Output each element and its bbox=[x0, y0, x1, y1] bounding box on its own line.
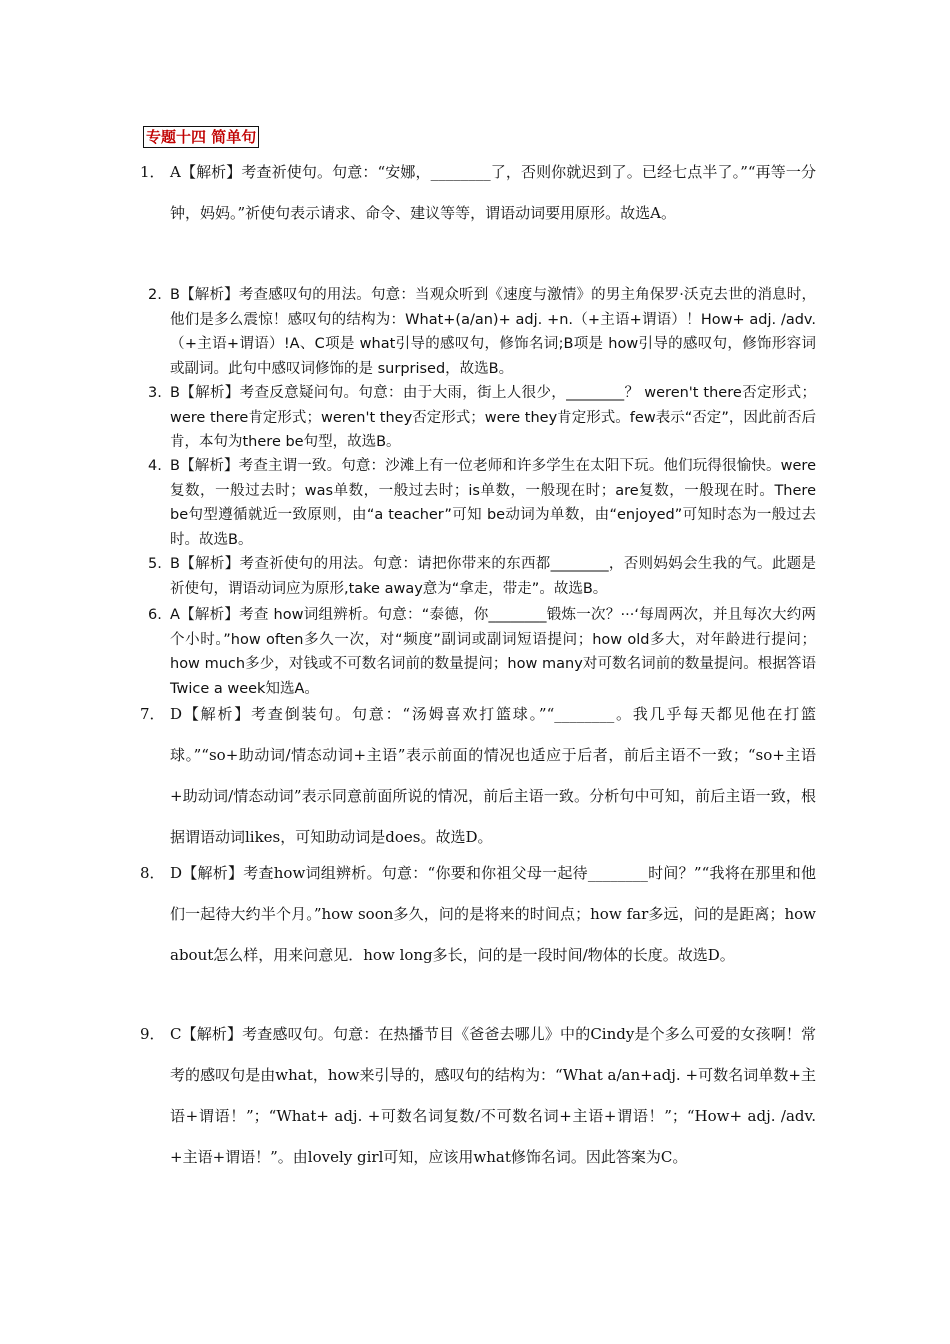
section-title: 专题十四 简单句 bbox=[143, 126, 259, 148]
item-text: D【解析】考查倒装句。句意：“汤姆喜欢打篮球。”“________。我几乎每天都见他在打篮球。”“so+助动词/情态动词+主语”表示前面的情况也适应于后者，前后主语不一致；“so+主语+助动词/情态动词”表示同意前面所说的情况，前后主语一致。分析句中可知，前后主语一致，根据谓语动词likes，可知助动词是does。故选D。 bbox=[170, 705, 816, 846]
item-number: 4. bbox=[148, 458, 162, 474]
answer-item-6 bbox=[140, 603, 816, 701]
item-text: B【解析】考查祈使句的用法。句意：请把你带来的东西都________，否则妈妈会生我的气。此题是祈使句，谓语动词应为原形,take away意为“拿走，带走”。故选B。 bbox=[170, 556, 816, 597]
item-number: 1． bbox=[140, 163, 165, 181]
item-text: B【解析】考查感叹句的用法。句意：当观众听到《速度与激情》的男主角保罗·沃克去世的消息时，他们是多么震惊！感叹句的结构为：What+(a/an)+ adj. +n.（+主语+谓语）！How+ adj. /adv.（+主语+谓语）!A、C项是 what引导的感叹句，修饰名词;B项是 how引导的感叹句，修饰形容词或副词。此句中感叹词修饰的是 surprised，故选B。 bbox=[170, 287, 816, 377]
item-number: 5. bbox=[148, 556, 162, 572]
item-text: C【解析】考查感叹句。句意：在热播节目《爸爸去哪儿》中的Cindy是个多么可爱的女孩啊！常考的感叹句是由what，how来引导的，感叹句的结构为：“What a/an+adj. +可数名词单数+主语+谓语！”；“What+ adj. +可数名词复数/不可数名词+主语+谓语！”；“How+ adj. /adv. +主语+谓语！”。由lovely girl可知，应该用what修饰名词。因此答案为C。 bbox=[170, 1025, 816, 1166]
answer-item-8 bbox=[140, 853, 816, 976]
item-number: 6. bbox=[148, 607, 162, 623]
item-number: 9． bbox=[140, 1025, 165, 1043]
answer-item-9 bbox=[140, 1014, 816, 1178]
answer-item-2 bbox=[140, 283, 816, 381]
answer-item-5 bbox=[140, 552, 816, 601]
item-number: 3. bbox=[148, 385, 162, 401]
item-number: 7． bbox=[140, 705, 165, 723]
item-text: B【解析】考查主谓一致。句意：沙滩上有一位老师和许多学生在太阳下玩。他们玩得很愉快。were复数，一般过去时；was单数，一般过去时；is单数，一般现在时；are复数，一般现在时。There be句型遵循就近一致原则，由“a teacher”可知 be动词为单数，由“enjoyed”可知时态为一般过去时。故选B。 bbox=[170, 458, 816, 548]
item-number: 2. bbox=[148, 287, 162, 303]
answer-item-4 bbox=[140, 454, 816, 552]
item-text: D【解析】考查how词组辨析。句意：“你要和你祖父母一起待________时间？”“我将在那里和他们一起待大约半个月。”how soon多久，问的是将来的时间点；how far多远，问的是距离；how about怎么样，用来问意见．how long多长，问的是一段时间/物体的长度。故选D。 bbox=[170, 864, 816, 964]
answer-item-7 bbox=[140, 694, 816, 858]
item-text: B【解析】考查反意疑问句。句意：由于大雨，街上人很少，________？ weren't there否定形式；were there肯定形式；weren't they否定形式；were they肯定形式。few表示“否定”，因此前否后肯，本句为there be句型，故选B。 bbox=[170, 385, 816, 450]
answer-item-1 bbox=[140, 152, 816, 234]
item-text: A【解析】考查 how词组辨析。句意：“泰德，你________锻炼一次？···‘每周两次，并且每次大约两个小时。”how often多久一次，对“频度”副词或副词短语提问；how old多大，对年龄进行提问；how much多少，对钱或不可数名词前的数量提问；how many对可数名词前的数量提问。根据答语 Twice a week知选A。 bbox=[170, 607, 816, 697]
item-number: 8． bbox=[140, 864, 165, 882]
item-text: A【解析】考查祈使句。句意：“安娜，________了，否则你就迟到了。已经七点半了。”“再等一分钟，妈妈。”祈使句表示请求、命令、建议等等，谓语动词要用原形。故选A。 bbox=[170, 163, 816, 222]
answer-item-3 bbox=[140, 381, 816, 455]
